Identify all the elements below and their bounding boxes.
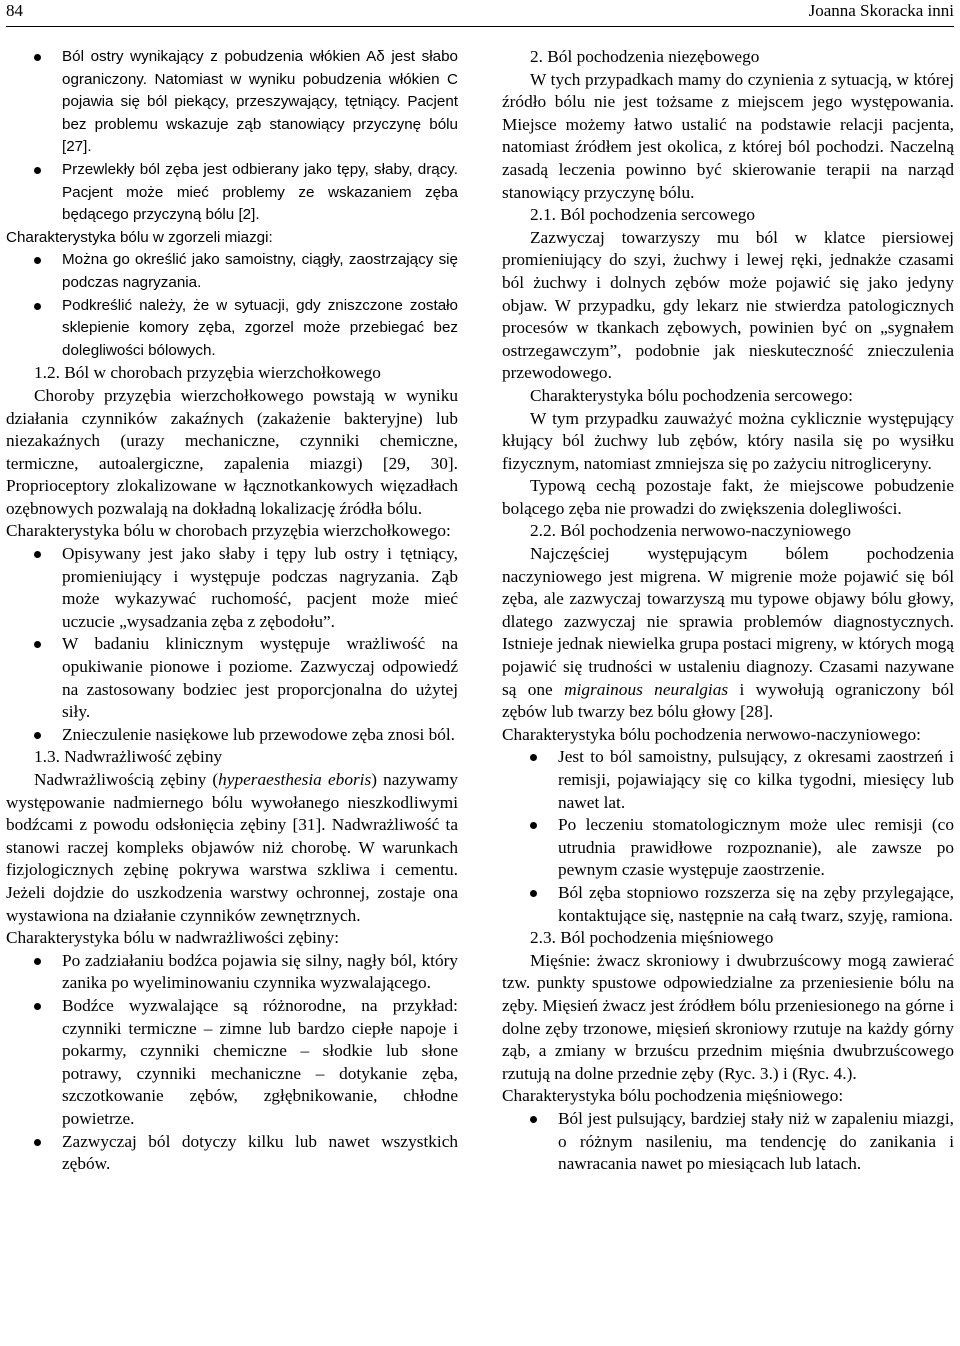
list-item: Można go określić jako samoistny, ciągły, zaostrzający się podczas nagryzania. (6, 249, 458, 294)
list-item: Zazwyczaj ból dotyczy kilku lub nawet wszystkich zębów. (6, 1131, 458, 1176)
section-heading-1-2: 1.2. Ból w chorobach przyzębia wierzchołkowego (34, 363, 381, 383)
bullet-list-muscular (502, 1108, 954, 1176)
list-item: Opisywany jest jako słaby i tępy lub ostry i tętniący, promieniujący i występuje podczas nagryzania. Ząb może wykazywać ruchomość, pacjent może mieć uczucie „wysadzania zęba z zębodołu”. (6, 543, 458, 633)
latin-term: hyperaesthesia eboris (218, 770, 372, 789)
list-item: Ból jest pulsujący, bardziej stały niż w zapaleniu miazgi, o różnym nasileniu, ma tendencję do zanikania i nawracania nawet po miesiącach lub latach. (502, 1108, 954, 1176)
text-run: Najczęściej występującym bólem pochodzenia naczyniowego jest migrena. W migrenie może pojawić się ból zęba, ale zazwyczaj towarzyszą mu typowe objawy bólu głowy, dlatego zazwyczaj nie sprawia problemów diagnostycznych. Istnieje jednak niewielka grupa postaci migreny, w których mogą pojawić się trudności w ustaleniu diagnozy. Czasami nazywane są one (502, 544, 954, 699)
paragraph: Typową cechą pozostaje fakt, że miejscowe pobudzenie bolącego zęba nie prowadzi do zwiększenia dolegliwości. (502, 476, 954, 518)
list-item: Ból zęba stopniowo rozszerza się na zęby przylegające, kontaktujące się, następnie na całą twarz, szyję, ramiona. (502, 882, 954, 927)
running-header (6, 0, 954, 24)
list-item: Po zadziałaniu bodźca pojawia się silny, nagły ból, który zanika po wyeliminowaniu czynnika wyzwalającego. (6, 950, 458, 995)
list-item: Przewlekły ból zęba jest odbierany jako tępy, słaby, drący. Pacjent może mieć problemy ze wskazaniem zęba będącego przyczyną bólu [2]. (6, 159, 458, 227)
paragraph-heading: Charakterystyka bólu pochodzenia nerwowo-naczyniowego: (502, 724, 921, 744)
paragraph-heading: Charakterystyka bólu pochodzenia sercowego: (530, 385, 853, 405)
paragraph (502, 543, 954, 724)
list-item: Ból ostry wynikający z pobudzenia włókien Aδ jest słabo ograniczony. Natomiast w wyniku pobudzenia włókien C pojawia się ból piekący, przeszywający, tętniący. Pacjent bez problemu wskazuje ząb stanowiący przyczynę bólu [27]. (6, 46, 458, 159)
list-item: Jest to ból samoistny, pulsujący, z okresami zaostrzeń i remisji, pojawiający się co kilka tygodni, miesięcy lub nawet lat. (502, 746, 954, 814)
list-item: W badaniu klinicznym występuje wrażliwość na opukiwanie pionowe i poziome. Zazwyczaj odpowiedź na zastosowany bodziec jest proporcjonalna do użytej siły. (6, 633, 458, 723)
paragraph: Mięśnie: żwacz skroniowy i dwubrzuścowy mogą zawierać tzw. punkty spustowe odpowiedzialne za przeniesienie bólu na zęby. Mięsień żwacz jest źródłem bólu przeniesionego na górne i dolne zęby trzonowe, mięsień skroniowy rzutuje na każdy górny ząb, a zmiany w brzuścu przednim mięśnia dwubrzuścowego rzutują na dolne przednie zęby (Ryc. 3.) i (Ryc. 4.). (502, 950, 954, 1083)
bullet-list-neurovascular (502, 746, 954, 927)
right-column (502, 46, 954, 1176)
text-run: ) nazywamy występowanie nadmiernego bólu wywołanego nieszkodliwymi bodźcami z powodu odsłonięcia zębiny [31]. Nadwrażliwość ta stanowi raczej kompleks objawów niż chorobę. W warunkach fizjologicznych zębinę pokrywa warstwa szkliwa i cementu. Jeżeli dojdzie do uszkodzenia warstwy ochronnej, zostaje ona wystawiona na działanie czynników zewnętrznych. (6, 770, 459, 925)
section-heading-2-3: 2.3. Ból pochodzenia mięśniowego (530, 928, 774, 948)
paragraph (6, 769, 458, 927)
section-heading-2-2: 2.2. Ból pochodzenia nerwowo-naczyniowego (530, 521, 852, 541)
page-number: 84 (6, 1, 23, 20)
left-column (6, 46, 458, 1176)
list-item: Podkreślić należy, że w sytuacji, gdy zniszczone zostało sklepienie komory zęba, zgorzel może przebiegać bez dolegliwości bólowych. (6, 295, 458, 363)
paragraph-heading: Charakterystyka bólu w zgorzeli miazgi: (6, 228, 273, 246)
list-item: Po leczeniu stomatologicznym może ulec remisji (co utrudnia prawidłowe rozpoznanie), ale zawsze po pewnym czasie występuje zaostrzenie. (502, 814, 954, 882)
running-authors: Joanna Skoracka inni (808, 1, 954, 20)
paragraph: Zazwyczaj towarzyszy mu ból w klatce piersiowej promieniujący do szyi, żuchwy i lewej ręki, jednakże czasami ból żuchwy i dolnych zębów może pojawić się jako jedyny objaw. W przypadku, gdy lekarz nie stwierdza patologicznych procesów w tkankach zębowych, powinien być on „sygnałem ostrzegawczym”, podobnie jak nieskuteczność znieczulenia przewodowego. (502, 227, 954, 383)
bullet-list-gangrene (6, 249, 458, 362)
paragraph-heading: Charakterystyka bólu pochodzenia mięśniowego: (502, 1086, 844, 1106)
bullet-list-pain-types (6, 46, 458, 227)
latin-term: migrainous neuralgias (564, 679, 729, 699)
paragraph-heading: Charakterystyka bólu w chorobach przyzębia wierzchołkowego: (6, 521, 451, 541)
paragraph-heading: Charakterystyka bólu w nadwrażliwości zębiny: (6, 928, 340, 948)
list-item: Znieczulenie nasiękowe lub przewodowe zęba znosi ból. (6, 724, 458, 747)
section-heading-1-3: 1.3. Nadwrażliwość zębiny (34, 747, 223, 767)
text-run: Nadwrażliwością zębiny ( (34, 770, 219, 789)
list-item: Bodźce wyzwalające są różnorodne, na przykład: czynniki termiczne – zimne lub bardzo ciepłe napoje i pokarmy, czynniki chemiczne – słodkie lub słone potrawy, czynniki mechaniczne – dotykanie zęba, szczotkowanie zębów, zgłębnikowanie, chłodne powietrze. (6, 995, 458, 1131)
bullet-list-hypersensitivity (6, 950, 458, 1176)
header-rule (6, 26, 954, 27)
paragraph: W tych przypadkach mamy do czynienia z sytuacją, w której źródło bólu nie jest tożsame z miejscem jego występowania. Miejsce możemy łatwo ustalić na podstawie relacji pacjenta, natomiast źródłem jest okolica, z której ból pochodzi. Naczelną zasadą leczenia powinno być skierowanie terapii na narząd stanowiący przyczynę bólu. (502, 69, 954, 202)
bullet-list-periapical (6, 543, 458, 746)
paragraph: Choroby przyzębia wierzchołkowego powstają w wyniku działania czynników zakaźnych (zakażenie bakteryjne) lub niezakaźnych (urazy mechaniczne, czynniki chemiczne, termiczne, autoalergiczne, zapalenia miazgi) [29, 30]. Proprioceptory zlokalizowane w łącznotkankowych więzadłach ozębnowych pozwalają na dokładną lokalizację źródła bólu. (6, 385, 458, 518)
text-run: i wywołują ograniczony ból zębów lub twarzy bez bólu głowy [28]. (502, 679, 955, 722)
section-heading-2-1: 2.1. Ból pochodzenia sercowego (530, 205, 756, 225)
section-heading-2: 2. Ból pochodzenia niezębowego (530, 47, 760, 66)
paragraph: W tym przypadku zauważyć można cyklicznie występujący kłujący ból żuchwy lub zębów, który nasila się po wysiłku fizycznym, natomiast zmniejsza się po zażyciu nitrogliceryny. (502, 408, 954, 473)
